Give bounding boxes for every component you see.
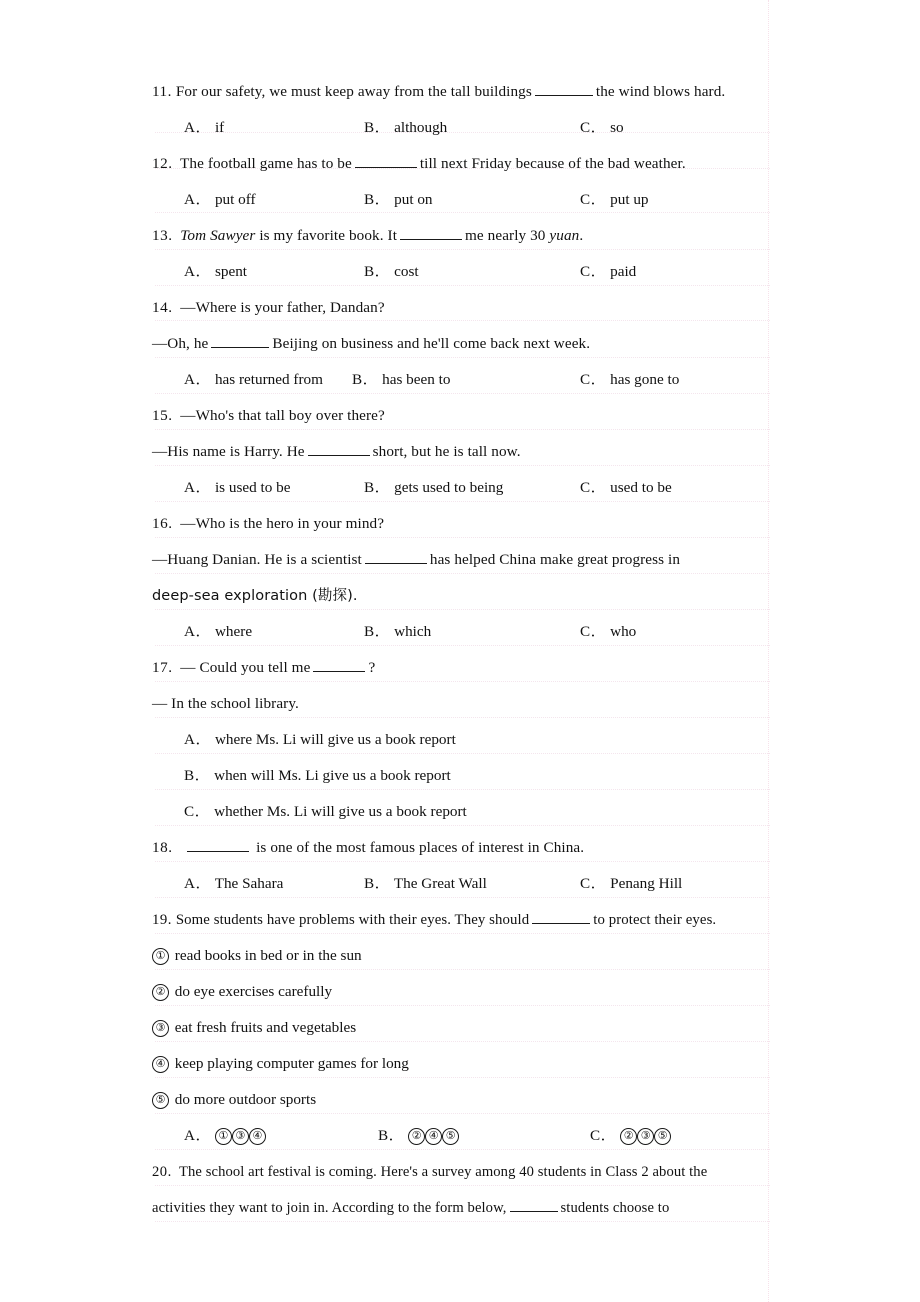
dialog-text-15b2: short, but he is tall now. [372, 443, 521, 460]
circled-number: ② [408, 1128, 425, 1145]
options-18 [152, 866, 772, 902]
dialog-text-17a: — Could you tell me [180, 659, 311, 676]
circled-number: ③ [637, 1128, 654, 1145]
option-17-a[interactable]: A． where Ms. Li will give us a book report [184, 731, 456, 748]
answer-blank-12[interactable] [355, 153, 417, 168]
stem-text-13b: me nearly 30 [465, 227, 546, 244]
option-14-b[interactable]: B． has been to [352, 371, 451, 388]
option-19-c[interactable]: C． ② ③ ⑤ [590, 1118, 671, 1154]
list-item-text: eat fresh fruits and vegetables [174, 1019, 357, 1036]
circled-number-2: ② [152, 984, 169, 1001]
question-number-12: 12. [152, 155, 173, 172]
options-14 [152, 362, 772, 398]
question-number-13: 13. [152, 227, 173, 244]
option-13-b[interactable]: B． cost [364, 263, 419, 280]
question-stem-12 [152, 146, 772, 182]
stem-text-19b: to protect their eyes. [593, 912, 717, 928]
dialog-punct-17: ? [368, 659, 376, 676]
answer-blank-13[interactable] [400, 225, 462, 240]
question-number-16: 16. [152, 515, 173, 532]
list-item [152, 938, 772, 974]
answer-blank-14[interactable] [211, 333, 269, 348]
dialog-line-14a: —Where is your father, Dandan? [180, 299, 385, 316]
stem-text-20-line1: The school art festival is coming. Here's a survey among 40 students in Class 2 about the [178, 1164, 708, 1180]
dialog-line-16c: deep-sea exploration (勘探). [152, 588, 358, 604]
dialog-text-16b2: has helped China make great progress in [429, 551, 681, 568]
question-stem-14 [152, 290, 772, 326]
option-12-b[interactable]: B． put on [364, 191, 433, 208]
question-number-19: 19. [152, 912, 172, 928]
stem-text-20b1: activities they want to join in. According to the form below, [152, 1200, 507, 1216]
options-16 [152, 614, 772, 650]
dialog-line-15b [152, 434, 772, 470]
option-13-c[interactable]: C． paid [580, 263, 637, 280]
question-stem-15 [152, 398, 772, 434]
options-19 [152, 1118, 772, 1154]
option-11-c[interactable]: C． so [580, 119, 624, 136]
circled-number: ④ [249, 1128, 266, 1145]
question-stem-16 [152, 506, 772, 542]
dialog-line-16b [152, 542, 772, 578]
answer-blank-20[interactable] [510, 1198, 558, 1212]
circled-number: ⑤ [442, 1128, 459, 1145]
answer-blank-19[interactable] [532, 909, 590, 924]
options-12 [152, 182, 772, 218]
option-12-a[interactable]: A． put off [184, 191, 256, 208]
book-title-italic: Tom Sawyer [180, 227, 256, 244]
stem-text-20-line2 [152, 1190, 772, 1226]
stem-text-13a: is my favorite book. It [259, 227, 398, 244]
option-18-b[interactable]: B． The Great Wall [364, 875, 487, 892]
stem-text-11b: the wind blows hard. [595, 83, 726, 100]
question-stem-18 [152, 830, 772, 866]
option-16-b[interactable]: B． which [364, 623, 432, 640]
option-12-c[interactable]: C． put up [580, 191, 649, 208]
yuan-italic: yuan [549, 227, 580, 244]
list-item [152, 1046, 772, 1082]
circled-number: ③ [232, 1128, 249, 1145]
answer-blank-18[interactable] [187, 837, 249, 852]
answer-blank-16[interactable] [365, 549, 427, 564]
question-list [152, 74, 772, 1226]
circled-number-3: ③ [152, 1020, 169, 1037]
option-17-b[interactable]: B． when will Ms. Li give us a book report [184, 767, 451, 784]
list-item-text: keep playing computer games for long [174, 1055, 409, 1072]
dialog-text-16b1: —Huang Danian. He is a scientist [152, 551, 362, 568]
circled-number-5: ⑤ [152, 1092, 169, 1109]
option-17-c[interactable]: C． whether Ms. Li will give us a book report [184, 803, 467, 820]
option-19-b[interactable]: B． ② ④ ⑤ [378, 1118, 459, 1154]
option-14-c[interactable]: C． has gone to [580, 371, 680, 388]
stem-text-19a: Some students have problems with their eyes. They should [175, 912, 530, 928]
dialog-line-15a: —Who's that tall boy over there? [180, 407, 385, 424]
options-13 [152, 254, 772, 290]
option-19-a[interactable]: A． ① ③ ④ [184, 1118, 266, 1154]
option-18-c[interactable]: C． Penang Hill [580, 875, 683, 892]
question-stem-17 [152, 650, 772, 686]
question-number-20: 20. [152, 1164, 172, 1180]
options-15 [152, 470, 772, 506]
question-stem-11 [152, 74, 772, 110]
dialog-line-16a: —Who is the hero in your mind? [180, 515, 385, 532]
list-item [152, 1082, 772, 1118]
list-item [152, 1010, 772, 1046]
dialog-text-14b2: Beijing on business and he'll come back next week. [272, 335, 591, 352]
option-15-b[interactable]: B． gets used to being [364, 479, 504, 496]
question-stem-19 [152, 902, 772, 938]
list-item [152, 974, 772, 1010]
dialog-text-14b1: —Oh, he [152, 335, 209, 352]
question-number-17: 17. [152, 659, 173, 676]
option-15-a[interactable]: A． is used to be [184, 479, 291, 496]
question-number-14: 14. [152, 299, 173, 316]
option-16-c[interactable]: C． who [580, 623, 637, 640]
circled-number: ① [215, 1128, 232, 1145]
stem-punct-13: . [579, 227, 584, 244]
options-11 [152, 110, 772, 146]
option-18-a[interactable]: A． The Sahara [184, 875, 284, 892]
option-15-c[interactable]: C． used to be [580, 479, 672, 496]
option-16-a[interactable]: A． where [184, 623, 253, 640]
list-item-text: do more outdoor sports [174, 1091, 317, 1108]
dialog-line-14b [152, 326, 772, 362]
answer-blank-15[interactable] [308, 441, 370, 456]
answer-blank-11[interactable] [535, 81, 593, 96]
circled-number-1: ① [152, 948, 169, 965]
stem-text-18: is one of the most famous places of interest in China. [256, 839, 585, 856]
list-item-text: do eye exercises carefully [174, 983, 333, 1000]
circled-number-4: ④ [152, 1056, 169, 1073]
dialog-text-15b1: —His name is Harry. He [152, 443, 305, 460]
stem-text-12a: The football game has to be [180, 155, 352, 172]
question-number-15: 15. [152, 407, 173, 424]
dialog-line-17b: — In the school library. [152, 695, 299, 712]
option-11-b[interactable]: B． although [364, 119, 448, 136]
answer-blank-17[interactable] [313, 657, 365, 672]
option-13-a[interactable]: A． spent [184, 263, 248, 280]
list-item-text: read books in bed or in the sun [174, 947, 362, 964]
stem-text-12b: till next Friday because of the bad weather. [419, 155, 686, 172]
circled-number: ② [620, 1128, 637, 1145]
circled-number: ④ [425, 1128, 442, 1145]
option-11-a[interactable]: A． if [184, 119, 225, 136]
circled-number: ⑤ [654, 1128, 671, 1145]
stem-text-11a: For our safety, we must keep away from the tall buildings [175, 83, 532, 100]
question-stem-20 [152, 1154, 772, 1190]
option-14-a[interactable]: A． has returned from [184, 371, 323, 388]
question-number-11: 11. [152, 83, 172, 100]
question-number-18: 18. [152, 839, 173, 856]
question-stem-13 [152, 218, 772, 254]
stem-text-20b2: students choose to [560, 1200, 670, 1216]
